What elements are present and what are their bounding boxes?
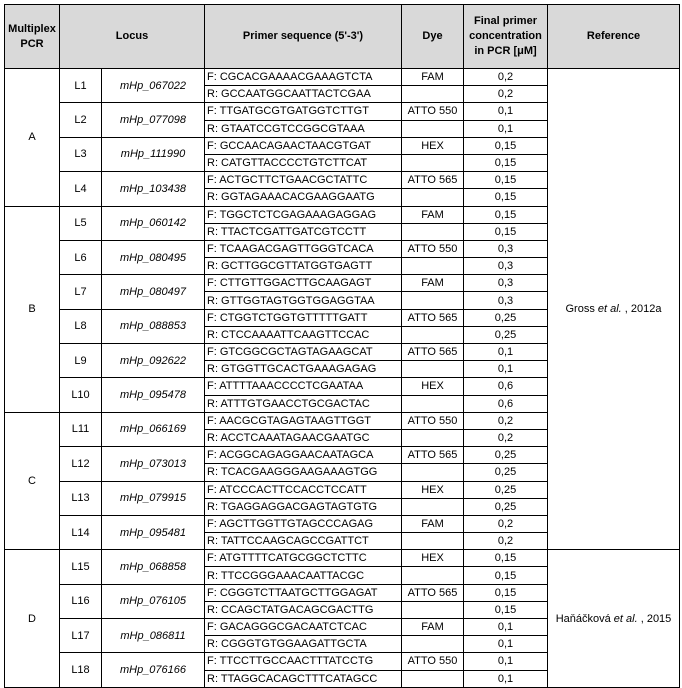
concentration-reverse-cell: 0,3 (464, 292, 548, 309)
locus-id-cell: L16 (60, 584, 102, 618)
locus-name-cell: mHp_073013 (102, 447, 205, 481)
concentration-forward-cell: 0,1 (464, 653, 548, 670)
primer-forward-cell: F: GTCGGCGCTAGTAGAAGCAT (205, 344, 402, 361)
concentration-forward-cell: 0,2 (464, 69, 548, 86)
locus-name-cell: mHp_080497 (102, 275, 205, 309)
dye-empty-cell (402, 154, 464, 171)
locus-name-cell: mHp_077098 (102, 103, 205, 137)
primer-forward-cell: F: TTCCTTGCCAACTTTATCCTG (205, 653, 402, 670)
primer-reverse-cell: R: GGTAGAAACACGAAGGAATG (205, 189, 402, 206)
dye-cell: FAM (402, 69, 464, 86)
locus-id-cell: L2 (60, 103, 102, 137)
concentration-reverse-cell: 0,25 (464, 326, 548, 343)
primer-reverse-cell: R: TCACGAAGGGAAGAAAGTGG (205, 464, 402, 481)
locus-id-cell: L12 (60, 447, 102, 481)
concentration-forward-cell: 0,25 (464, 447, 548, 464)
dye-empty-cell (402, 533, 464, 550)
table-body (5, 69, 680, 688)
reference-etal: et al. (597, 303, 622, 316)
locus-name-cell: mHp_076166 (102, 653, 205, 687)
primer-reverse-cell: R: TATTCCAAGCAGCCGATTCT (205, 533, 402, 550)
primer-forward-cell: F: CGGGTCTTAATGCTTGGAGAT (205, 584, 402, 601)
primer-reverse-cell: R: TGAGGAGGACGAGTAGTGTG (205, 498, 402, 515)
concentration-forward-cell: 0,2 (464, 515, 548, 532)
concentration-forward-cell: 0,15 (464, 137, 548, 154)
primer-forward-cell: F: ATGTTTTCATGCGGCTCTTC (205, 550, 402, 567)
primer-forward-cell: F: CTGGTCTGGTGTTTTTGATT (205, 309, 402, 326)
dye-cell: ATTO 550 (402, 240, 464, 257)
locus-id-cell: L6 (60, 240, 102, 274)
dye-cell: HEX (402, 137, 464, 154)
reference-author: Gross (565, 303, 598, 316)
header-reference: Reference (548, 5, 680, 69)
dye-empty-cell (402, 601, 464, 618)
locus-id-cell: L5 (60, 206, 102, 240)
dye-cell: FAM (402, 619, 464, 636)
dye-cell: ATTO 565 (402, 344, 464, 361)
reference-year: , 2012a (621, 303, 662, 316)
table-container (4, 4, 680, 688)
header-multiplex: Multiplex PCR (5, 5, 60, 69)
primer-reverse-cell: R: ATTTGTGAACCTGCGACTAC (205, 395, 402, 412)
dye-cell: HEX (402, 481, 464, 498)
dye-empty-cell (402, 86, 464, 103)
locus-name-cell: mHp_068858 (102, 550, 205, 584)
multiplex-group-cell: B (5, 206, 60, 412)
locus-name-cell: mHp_088853 (102, 309, 205, 343)
concentration-reverse-cell: 0,15 (464, 154, 548, 171)
concentration-reverse-cell: 0,25 (464, 498, 548, 515)
dye-empty-cell (402, 670, 464, 687)
reference-author: Haňáčková (555, 612, 614, 625)
dye-cell: ATTO 550 (402, 103, 464, 120)
concentration-forward-cell: 0,3 (464, 240, 548, 257)
concentration-reverse-cell: 0,3 (464, 258, 548, 275)
dye-cell: HEX (402, 550, 464, 567)
locus-name-cell: mHp_103438 (102, 172, 205, 206)
dye-cell: FAM (402, 515, 464, 532)
primer-reverse-cell: R: GTAATCCGTCCGGCGTAAA (205, 120, 402, 137)
locus-id-cell: L14 (60, 515, 102, 549)
primer-forward-cell: F: TGGCTCTCGAGAAAGAGGAG (205, 206, 402, 223)
dye-cell: FAM (402, 275, 464, 292)
primer-reverse-cell: R: TTCCGGGAAACAATTACGC (205, 567, 402, 584)
locus-name-cell: mHp_086811 (102, 619, 205, 653)
dye-cell: ATTO 565 (402, 172, 464, 189)
concentration-forward-cell: 0,1 (464, 619, 548, 636)
concentration-reverse-cell: 0,2 (464, 533, 548, 550)
dye-cell: ATTO 565 (402, 584, 464, 601)
table-row (5, 550, 680, 567)
concentration-reverse-cell: 0,1 (464, 361, 548, 378)
locus-name-cell: mHp_079915 (102, 481, 205, 515)
reference-cell (548, 69, 680, 550)
dye-cell: ATTO 565 (402, 309, 464, 326)
concentration-forward-cell: 0,15 (464, 550, 548, 567)
locus-id-cell: L7 (60, 275, 102, 309)
dye-cell: FAM (402, 206, 464, 223)
multiplex-group-cell: C (5, 412, 60, 550)
concentration-reverse-cell: 0,15 (464, 223, 548, 240)
primer-forward-cell: F: TCAAGACGAGTTGGGTCACA (205, 240, 402, 257)
locus-id-cell: L13 (60, 481, 102, 515)
header-dye: Dye (402, 5, 464, 69)
primer-forward-cell: F: CTTGTTGGACTTGCAAGAGT (205, 275, 402, 292)
multiplex-group-cell: A (5, 69, 60, 207)
dye-empty-cell (402, 189, 464, 206)
primer-reverse-cell: R: GCTTGGCGTTATGGTGAGTT (205, 258, 402, 275)
primer-forward-cell: F: ATCCCACTTCCACCTCCATT (205, 481, 402, 498)
dye-cell: ATTO 550 (402, 653, 464, 670)
locus-id-cell: L11 (60, 412, 102, 446)
concentration-reverse-cell: 0,2 (464, 429, 548, 446)
dye-cell: ATTO 565 (402, 447, 464, 464)
dye-empty-cell (402, 498, 464, 515)
dye-cell: ATTO 550 (402, 412, 464, 429)
header-row (5, 5, 680, 69)
primer-reverse-cell: R: GTGGTTGCACTGAAAGAGAG (205, 361, 402, 378)
locus-id-cell: L18 (60, 653, 102, 687)
locus-id-cell: L8 (60, 309, 102, 343)
header-primer: Primer sequence (5'-3') (205, 5, 402, 69)
locus-id-cell: L1 (60, 69, 102, 103)
locus-id-cell: L3 (60, 137, 102, 171)
dye-empty-cell (402, 361, 464, 378)
reference-cell (548, 550, 680, 688)
primer-reverse-cell: R: TTAGGCACAGCTTTCATAGCC (205, 670, 402, 687)
concentration-forward-cell: 0,1 (464, 344, 548, 361)
locus-name-cell: mHp_060142 (102, 206, 205, 240)
reference-etal: et al. (613, 612, 638, 625)
locus-id-cell: L10 (60, 378, 102, 412)
dye-empty-cell (402, 395, 464, 412)
dye-empty-cell (402, 292, 464, 309)
concentration-reverse-cell: 0,1 (464, 670, 548, 687)
primer-forward-cell: F: ATTTTAAACCCCTCGAATAA (205, 378, 402, 395)
dye-empty-cell (402, 636, 464, 653)
dye-empty-cell (402, 429, 464, 446)
locus-id-cell: L15 (60, 550, 102, 584)
primer-reverse-cell: R: TTACTCGATTGATCGTCCTT (205, 223, 402, 240)
header-concentration: Final primer concentration in PCR [μM] (464, 5, 548, 69)
primer-forward-cell: F: CGCACGAAAACGAAAGTCTA (205, 69, 402, 86)
concentration-reverse-cell: 0,6 (464, 395, 548, 412)
concentration-forward-cell: 0,6 (464, 378, 548, 395)
primer-reverse-cell: R: CTCCAAAATTCAAGTTCCAC (205, 326, 402, 343)
concentration-reverse-cell: 0,15 (464, 601, 548, 618)
locus-name-cell: mHp_066169 (102, 412, 205, 446)
primer-reverse-cell: R: GTTGGTAGTGGTGGAGGTAA (205, 292, 402, 309)
concentration-reverse-cell: 0,1 (464, 120, 548, 137)
primer-table (4, 4, 680, 688)
dye-empty-cell (402, 326, 464, 343)
concentration-reverse-cell: 0,25 (464, 464, 548, 481)
primer-forward-cell: F: TTGATGCGTGATGGTCTTGT (205, 103, 402, 120)
dye-empty-cell (402, 258, 464, 275)
concentration-forward-cell: 0,15 (464, 172, 548, 189)
concentration-reverse-cell: 0,15 (464, 189, 548, 206)
concentration-forward-cell: 0,15 (464, 206, 548, 223)
locus-name-cell: mHp_076105 (102, 584, 205, 618)
locus-name-cell: mHp_092622 (102, 344, 205, 378)
locus-id-cell: L9 (60, 344, 102, 378)
primer-reverse-cell: R: CATGTTACCCCTGTCTTCAT (205, 154, 402, 171)
primer-forward-cell: F: AGCTTGGTTGTAGCCCAGAG (205, 515, 402, 532)
dye-cell: HEX (402, 378, 464, 395)
concentration-reverse-cell: 0,1 (464, 636, 548, 653)
dye-empty-cell (402, 223, 464, 240)
dye-empty-cell (402, 567, 464, 584)
concentration-forward-cell: 0,2 (464, 412, 548, 429)
primer-forward-cell: F: ACTGCTTCTGAACGCTATTC (205, 172, 402, 189)
reference-year: , 2015 (637, 612, 672, 625)
primer-forward-cell: F: AACGCGTAGAGTAAGTTGGT (205, 412, 402, 429)
locus-name-cell: mHp_111990 (102, 137, 205, 171)
primer-forward-cell: F: ACGGCAGAGGAACAATAGCA (205, 447, 402, 464)
primer-forward-cell: F: GACAGGGCGACAATCTCAC (205, 619, 402, 636)
primer-reverse-cell: R: ACCTCAAATAGAACGAATGC (205, 429, 402, 446)
dye-empty-cell (402, 464, 464, 481)
concentration-reverse-cell: 0,15 (464, 567, 548, 584)
multiplex-group-cell: D (5, 550, 60, 688)
primer-reverse-cell: R: CCAGCTATGACAGCGACTTG (205, 601, 402, 618)
locus-name-cell: mHp_095478 (102, 378, 205, 412)
header-locus: Locus (60, 5, 205, 69)
concentration-forward-cell: 0,1 (464, 103, 548, 120)
table-row (5, 69, 680, 86)
primer-reverse-cell: R: CGGGTGTGGAAGATTGCTA (205, 636, 402, 653)
locus-name-cell: mHp_067022 (102, 69, 205, 103)
locus-name-cell: mHp_080495 (102, 240, 205, 274)
primer-reverse-cell: R: GCCAATGGCAATTACTCGAA (205, 86, 402, 103)
locus-name-cell: mHp_095481 (102, 515, 205, 549)
concentration-reverse-cell: 0,2 (464, 86, 548, 103)
locus-id-cell: L4 (60, 172, 102, 206)
locus-id-cell: L17 (60, 619, 102, 653)
concentration-forward-cell: 0,15 (464, 584, 548, 601)
concentration-forward-cell: 0,3 (464, 275, 548, 292)
concentration-forward-cell: 0,25 (464, 309, 548, 326)
concentration-forward-cell: 0,25 (464, 481, 548, 498)
dye-empty-cell (402, 120, 464, 137)
primer-forward-cell: F: GCCAACAGAACTAACGTGAT (205, 137, 402, 154)
